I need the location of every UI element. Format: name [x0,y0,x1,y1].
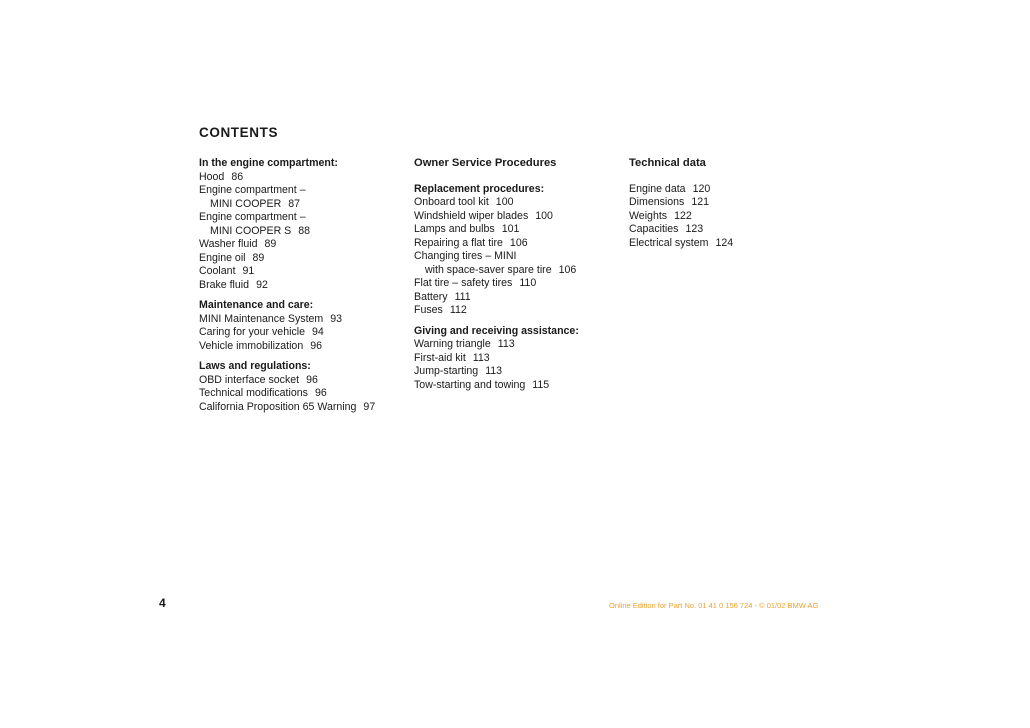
toc-entry-page: 101 [501,223,520,235]
toc-entry-page: 121 [691,196,710,208]
toc-column-technical [629,157,829,250]
toc-entry-title: Windshield wiper blades [414,209,529,222]
toc-entry-title: Engine oil [199,251,246,264]
toc-entry[interactable] [414,210,614,224]
section-heading: Laws and regulations: [199,360,311,372]
toc-entry[interactable] [629,223,829,237]
toc-entry-page: 110 [519,277,537,289]
toc-entry[interactable] [199,238,399,252]
toc-entry[interactable] [199,374,399,388]
toc-entry-title: OBD interface socket [199,373,300,386]
toc-entry[interactable] [199,340,399,354]
toc-entry-title: Brake fluid [199,278,250,291]
toc-entry-page: 106 [558,263,577,276]
toc-entry[interactable] [414,264,614,278]
toc-entry-title: Caring for your vehicle [199,326,305,338]
toc-entry-page: 120 [692,182,711,195]
toc-entry-title: MINI Maintenance System [199,312,324,325]
toc-entry-title: First-aid kit [414,351,466,364]
toc-entry-title: Fuses [414,304,443,316]
toc-entry-title: Engine compartment – [199,184,306,196]
toc-entry-title: California Proposition 65 Warning [199,400,357,413]
toc-entry-title: Technical modifications [199,387,308,399]
toc-entry-page: 124 [715,236,734,249]
toc-entry-page: 96 [310,339,323,352]
toc-entry-title: Flat tire – safety tires [414,277,513,289]
toc-column-service [414,157,614,392]
toc-entry-page: 91 [242,265,255,277]
toc-entry-page: 113 [485,365,503,377]
toc-entry-title: Washer fluid [199,238,258,250]
toc-entry-page: 100 [535,209,553,222]
footer-edition-note: Online Edition for Part No. 01 41 0 156 724 - © 01/02 BMW AG [609,601,819,610]
toc-entry-title: Jump-starting [414,365,479,377]
toc-entry[interactable] [199,198,399,212]
contents-title: CONTENTS [199,125,279,140]
toc-entry[interactable] [414,365,614,379]
toc-entry-title: with space-saver spare tire [425,263,552,276]
toc-entry[interactable] [199,265,399,279]
toc-entry-page: 89 [264,238,277,250]
toc-entry-title: Engine data [629,182,686,195]
toc-entry-page: 113 [497,338,515,350]
section-heading: Replacement procedures: [414,182,545,195]
toc-entry[interactable] [414,223,614,237]
toc-entry-page: 97 [363,400,376,413]
toc-entry-title: Changing tires – MINI [414,250,517,262]
page-number: 4 [159,596,166,610]
toc-entry-page: 94 [311,326,324,338]
toc-entry-title: Capacities [629,223,679,235]
toc-entry[interactable] [629,183,829,197]
toc-entry[interactable] [199,171,399,185]
toc-entry[interactable] [629,210,829,224]
toc-entry-page: 88 [298,224,311,237]
toc-entry-title: Lamps and bulbs [414,223,495,235]
toc-entry-page: 96 [306,373,318,386]
toc-entry-page: 115 [532,378,550,391]
toc-entry-page: 122 [674,209,692,222]
toc-entry[interactable] [629,237,829,251]
toc-entry-page: 111 [454,290,471,303]
section-heading: In the engine compartment: [199,157,338,169]
toc-entry-title: Onboard tool kit [414,196,489,208]
toc-entry-page: 86 [231,170,244,183]
toc-entry-page: 96 [314,387,327,399]
toc-entry[interactable] [199,279,399,293]
toc-entry-title: Repairing a flat tire [414,236,503,249]
toc-entry[interactable] [414,379,614,393]
section-heading: Giving and receiving assistance: [414,324,579,337]
toc-entry-page: 123 [685,223,704,235]
toc-entry[interactable] [414,352,614,366]
toc-entry[interactable] [414,277,614,291]
toc-entry[interactable] [199,184,399,198]
toc-entry[interactable] [199,326,399,340]
toc-entry-page: 87 [288,197,301,210]
toc-entry[interactable] [414,237,614,251]
toc-entry[interactable] [629,196,829,210]
toc-entry[interactable] [414,304,614,318]
toc-entry[interactable] [199,401,399,415]
toc-entry-title: Weights [629,209,668,222]
toc-entry-title: Warning triangle [414,338,491,350]
toc-entry[interactable] [199,387,399,401]
column-heading: Owner Service Procedures [414,157,557,169]
toc-entry-title: Tow-starting and towing [414,378,526,391]
toc-entry-title: Hood [199,170,225,183]
toc-entry-page: 112 [449,304,467,316]
toc-entry[interactable] [414,338,614,352]
toc-entry-title: MINI COOPER S [210,224,292,237]
toc-entry-page: 92 [256,278,268,291]
column-heading: Technical data [629,157,706,169]
toc-entry[interactable] [199,252,399,266]
toc-entry-title: Battery [414,290,448,303]
toc-entry[interactable] [199,211,399,225]
toc-entry-title: Vehicle immobilization [199,339,304,352]
toc-entry-page: 89 [252,251,265,264]
toc-entry[interactable] [414,291,614,305]
toc-entry-title: Dimensions [629,196,685,208]
toc-entry[interactable] [199,225,399,239]
toc-entry-title: Electrical system [629,236,709,249]
section-heading: Maintenance and care: [199,299,314,311]
toc-entry-page: 100 [495,196,514,208]
toc-entry-title: Engine compartment – [199,211,306,223]
toc-column-engine [199,157,399,414]
toc-entry[interactable] [199,313,399,327]
toc-entry-page: 93 [330,312,343,325]
toc-entry-title: Coolant [199,265,236,277]
toc-entry[interactable] [414,250,614,264]
toc-entry-page: 106 [509,236,528,249]
toc-entry-title: MINI COOPER [210,197,282,210]
toc-entry-page: 113 [472,351,490,364]
toc-entry[interactable] [414,196,614,210]
